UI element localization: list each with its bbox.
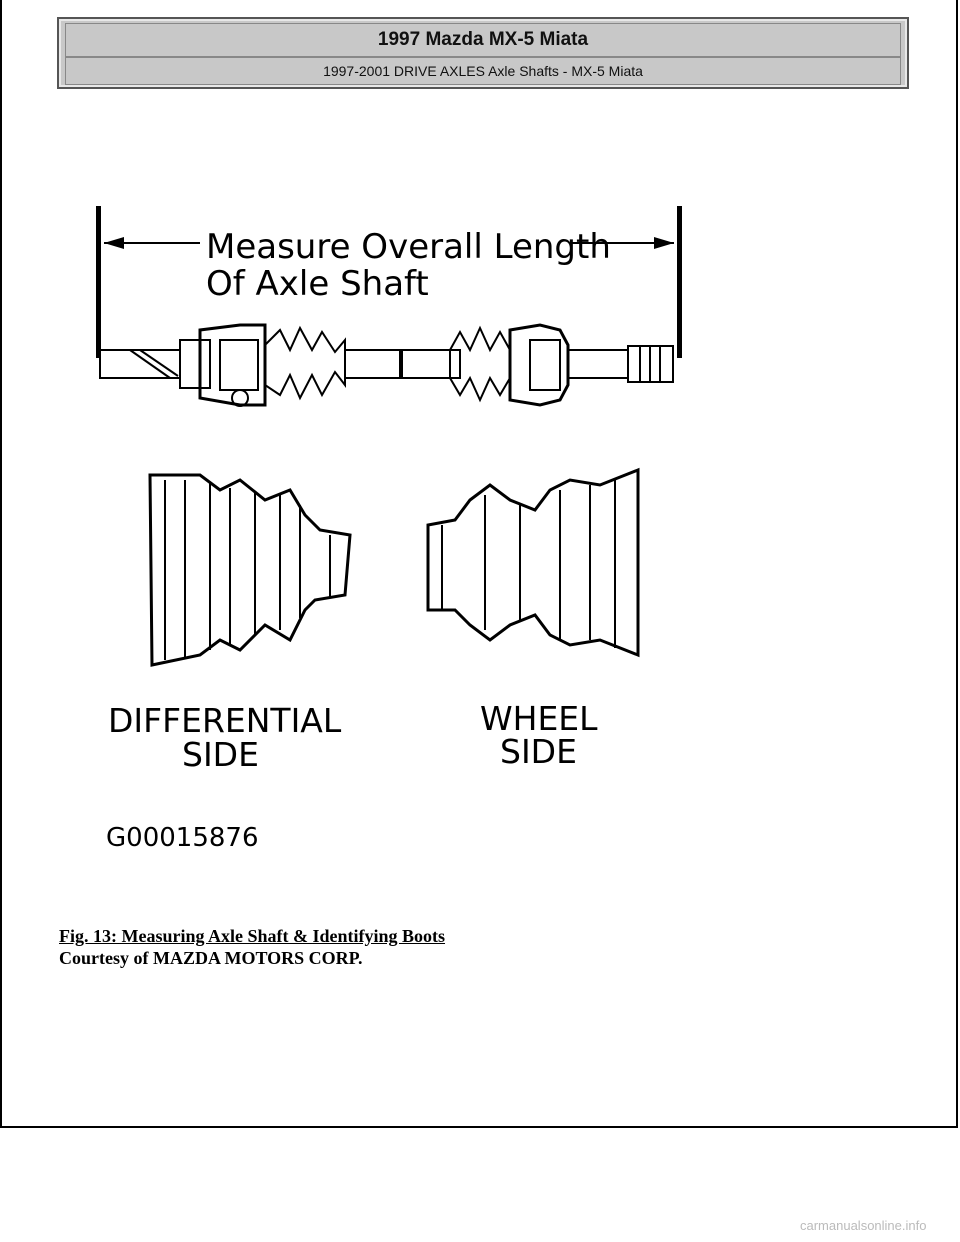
diff-label-line1: DIFFERENTIAL [108, 701, 342, 740]
caption-credit: Courtesy of MAZDA MOTORS CORP. [59, 948, 363, 968]
document-header [57, 17, 909, 89]
differential-boot-drawing [150, 475, 350, 665]
left-arrow-head [104, 237, 124, 249]
axle-shaft-figure [90, 200, 710, 860]
right-arrow-head [654, 237, 674, 249]
caption-title: Fig. 13: Measuring Axle Shaft & Identifying Boots [59, 926, 446, 946]
axle-shaft-drawing [100, 325, 673, 406]
watermark-text: carmanualsonline.info [800, 1218, 927, 1233]
document-subtitle: 1997-2001 DRIVE AXLES Axle Shafts - MX-5 Miata [65, 57, 901, 85]
diff-label-line2: SIDE [182, 735, 259, 774]
right-measure-bar [677, 206, 682, 358]
figure-id: G00015876 [106, 823, 259, 853]
wheel-label-line1: WHEEL [480, 699, 598, 738]
document-title: 1997 Mazda MX-5 Miata [65, 23, 901, 57]
measure-label-line1: Measure Overall Length [206, 227, 611, 267]
left-measure-bar [96, 206, 101, 358]
wheel-boot-drawing [428, 470, 638, 655]
wheel-label-line2: SIDE [500, 732, 577, 771]
figure-caption [59, 925, 445, 969]
measure-label-line2: Of Axle Shaft [206, 264, 429, 304]
